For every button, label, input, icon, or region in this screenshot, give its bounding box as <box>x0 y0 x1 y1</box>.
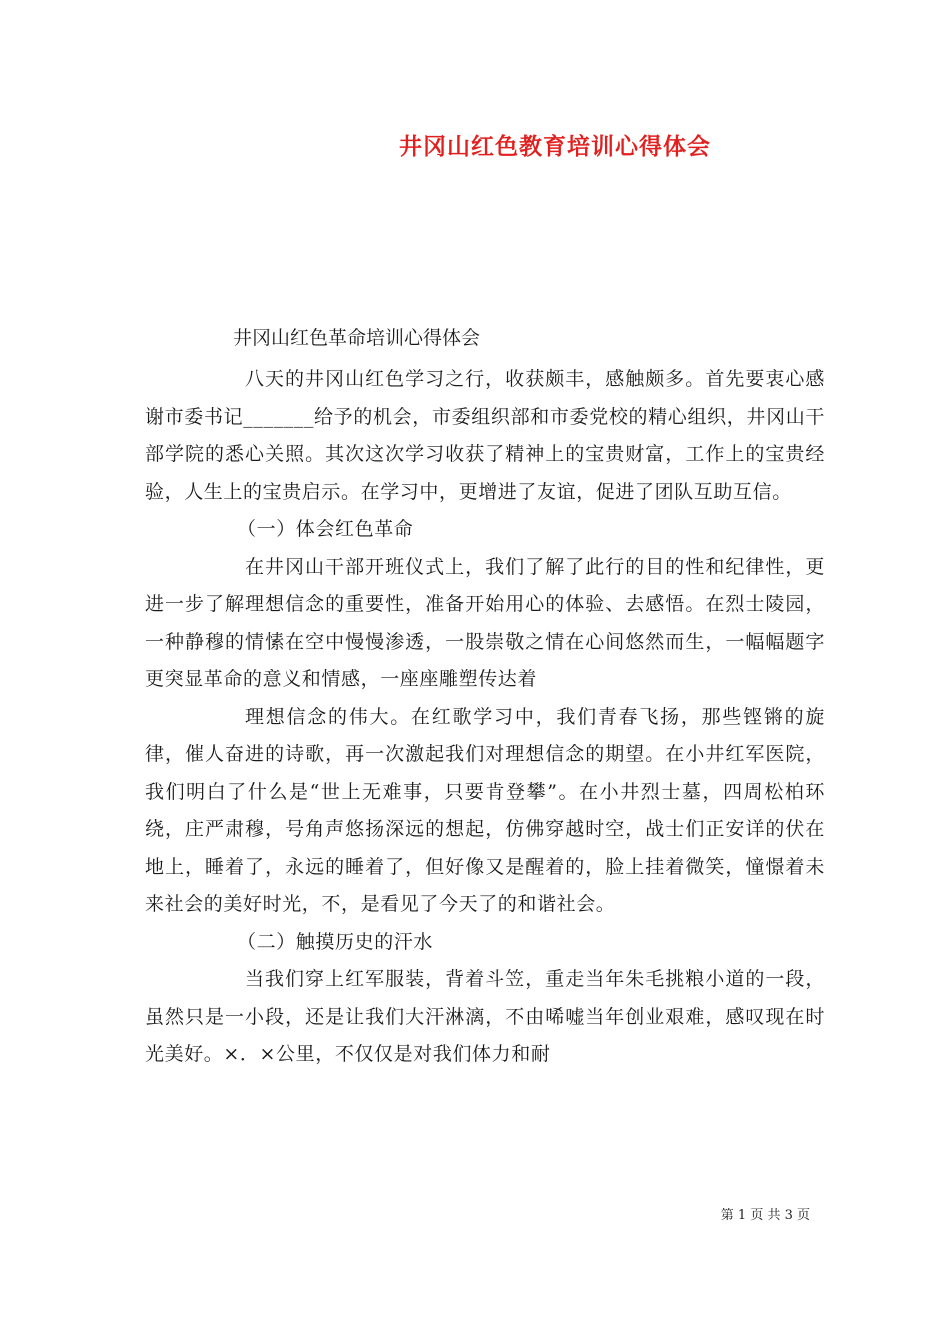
document-body <box>145 361 825 1074</box>
section-heading-2: （二）触摸历史的汗水 <box>237 930 434 953</box>
paragraph-intro: 八天的井冈山红色学习之行，收获颇丰，感触颇多。首先要衷心感谢市委书记_______给予的机会，市委组织部和市委党校的精心组织，井冈山干部学院的悉心关照。其次这次学习收获了精神上的宝贵财富，工作上的宝贵经验，人生上的宝贵启示。在学习中，更增进了友谊，促进了团队互助互信。 <box>145 368 825 503</box>
document-subtitle: 井冈山红色革命培训心得体会 <box>233 327 481 349</box>
paragraph-section-1-continued: 理想信念的伟大。在红歌学习中，我们青春飞扬，那些铿锵的旋律，催人奋进的诗歌，再一次激起我们对理想信念的期望。在小井红军医院，我们明白了什么是“世上无难事，只要肯登攀”。在小井烈士墓，四周松柏环绕，庄严肃穆，号角声悠扬深远的想起，仿佛穿越时空，战士们正安详的伏在地上，睡着了，永远的睡着了，但好像又是醒着的，脸上挂着微笑，憧憬着未来社会的美好时光，不，是看见了今天了的和谐社会。 <box>145 705 825 915</box>
page-footer: 第 1 页 共 3 页 <box>720 1208 810 1223</box>
document-title: 井冈山红色教育培训心得体会 <box>399 133 711 160</box>
paragraph-section-2: 当我们穿上红军服装，背着斗笠，重走当年朱毛挑粮小道的一段，虽然只是一小段，还是让我们大汗淋漓，不由唏嘘当年创业艰难，感叹现在时光美好。×．×公里，不仅仅是对我们体力和耐 <box>145 968 825 1065</box>
section-heading-1: （一）体会红色革命 <box>237 518 414 540</box>
paragraph-section-1: 在井冈山干部开班仪式上，我们了解了此行的目的性和纪律性，更进一步了解理想信念的重要性，准备开始用心的体验、去感悟。在烈士陵园，一种静穆的情愫在空中慢慢渗透，一股崇敬之情在心间悠然而生，一幅幅题字更突显革命的意义和情感，一座座雕塑传达着 <box>145 555 825 690</box>
